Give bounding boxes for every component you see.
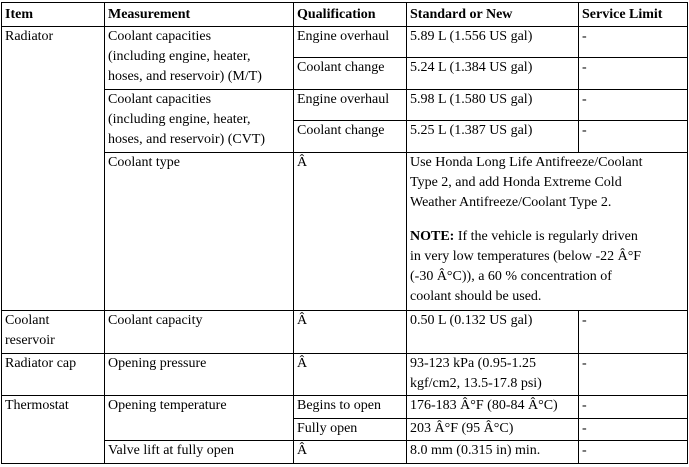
note-line-3: (-30 Â°C)), a 60 % concentration of bbox=[410, 269, 612, 284]
measurement-cvt bbox=[105, 90, 294, 153]
limit-cvt-overhaul: - bbox=[579, 90, 688, 121]
item-reservoir bbox=[2, 311, 105, 354]
limit-reservoir: - bbox=[579, 311, 688, 354]
note-label: NOTE: bbox=[410, 229, 455, 244]
note-line-4: coolant should be used. bbox=[410, 289, 542, 304]
reservoir-line-1: Coolant bbox=[5, 313, 50, 328]
table-row bbox=[2, 311, 688, 354]
std-mt-change: 5.24 L (1.384 US gal) bbox=[407, 58, 579, 90]
table-row bbox=[2, 354, 688, 396]
type-line-3: Weather Antifreeze/Coolant Type 2. bbox=[410, 195, 612, 210]
measurement-valve-lift: Valve lift at fully open bbox=[105, 441, 294, 464]
header-item: Item bbox=[2, 3, 105, 27]
limit-cvt-change: - bbox=[579, 121, 688, 153]
header-service-limit: Service Limit bbox=[579, 3, 688, 27]
qual-reservoir: Â bbox=[294, 311, 407, 354]
std-cvt-overhaul: 5.98 L (1.580 US gal) bbox=[407, 90, 579, 121]
qual-valve-lift: Â bbox=[294, 441, 407, 464]
table-row bbox=[2, 27, 688, 58]
spec-table bbox=[1, 2, 688, 464]
qual-mt-change: Coolant change bbox=[294, 58, 407, 90]
item-thermostat: Thermostat bbox=[2, 396, 105, 464]
cap-line-1: 93-123 kPa (0.95-1.25 bbox=[410, 356, 536, 371]
header-row bbox=[2, 3, 688, 27]
qual-begins: Begins to open bbox=[294, 396, 407, 419]
std-coolant-type bbox=[407, 153, 688, 311]
mt-line-3: hoses, and reservoir) (M/T) bbox=[108, 69, 262, 84]
limit-begins: - bbox=[579, 396, 688, 419]
cvt-line-2: (including engine, heater, bbox=[108, 112, 251, 127]
cvt-line-3: hoses, and reservoir) (CVT) bbox=[108, 132, 266, 147]
qual-cap: Â bbox=[294, 354, 407, 396]
std-mt-overhaul: 5.89 L (1.556 US gal) bbox=[407, 27, 579, 58]
header-measurement: Measurement bbox=[105, 3, 294, 27]
type-line-2: Type 2, and add Honda Extreme Cold bbox=[410, 175, 622, 190]
measurement-mt bbox=[105, 27, 294, 90]
qual-coolant-type: Â bbox=[294, 153, 407, 311]
note-line-1: If the vehicle is regularly driven bbox=[454, 229, 638, 244]
limit-mt-overhaul: - bbox=[579, 27, 688, 58]
item-radiator: Radiator bbox=[2, 27, 105, 311]
qual-fully-open: Fully open bbox=[294, 419, 407, 441]
cap-line-2: kgf/cm2, 13.5-17.8 psi) bbox=[410, 376, 542, 391]
limit-cap: - bbox=[579, 354, 688, 396]
note-line-2: in very low temperatures (below -22 Â°F bbox=[410, 249, 642, 264]
mt-line-1: Coolant capacities bbox=[108, 29, 212, 44]
mt-line-2: (including engine, heater, bbox=[108, 49, 251, 64]
limit-fully-open: - bbox=[579, 419, 688, 441]
qual-mt-overhaul: Engine overhaul bbox=[294, 27, 407, 58]
measurement-cap: Opening pressure bbox=[105, 354, 294, 396]
qual-cvt-overhaul: Engine overhaul bbox=[294, 90, 407, 121]
limit-mt-change: - bbox=[579, 58, 688, 90]
cvt-line-1: Coolant capacities bbox=[108, 92, 212, 107]
std-reservoir: 0.50 L (0.132 US gal) bbox=[407, 311, 579, 354]
type-line-1: Use Honda Long Life Antifreeze/Coolant bbox=[410, 155, 643, 170]
table-row bbox=[2, 153, 688, 311]
item-cap: Radiator cap bbox=[2, 354, 105, 396]
table-row bbox=[2, 396, 688, 419]
qual-cvt-change: Coolant change bbox=[294, 121, 407, 153]
std-cvt-change: 5.25 L (1.387 US gal) bbox=[407, 121, 579, 153]
std-begins: 176-183 Â°F (80-84 Â°C) bbox=[407, 396, 579, 419]
measurement-reservoir: Coolant capacity bbox=[105, 311, 294, 354]
table-row bbox=[2, 90, 688, 121]
reservoir-line-2: reservoir bbox=[5, 333, 55, 348]
measurement-thermostat: Opening temperature bbox=[105, 396, 294, 441]
std-cap bbox=[407, 354, 579, 396]
header-qualification: Qualification bbox=[294, 3, 407, 27]
limit-valve-lift: - bbox=[579, 441, 688, 464]
header-standard: Standard or New bbox=[407, 3, 579, 27]
std-fully-open: 203 Â°F (95 Â°C) bbox=[407, 419, 579, 441]
measurement-coolant-type: Coolant type bbox=[105, 153, 294, 311]
table-row bbox=[2, 441, 688, 464]
std-valve-lift: 8.0 mm (0.315 in) min. bbox=[407, 441, 579, 464]
